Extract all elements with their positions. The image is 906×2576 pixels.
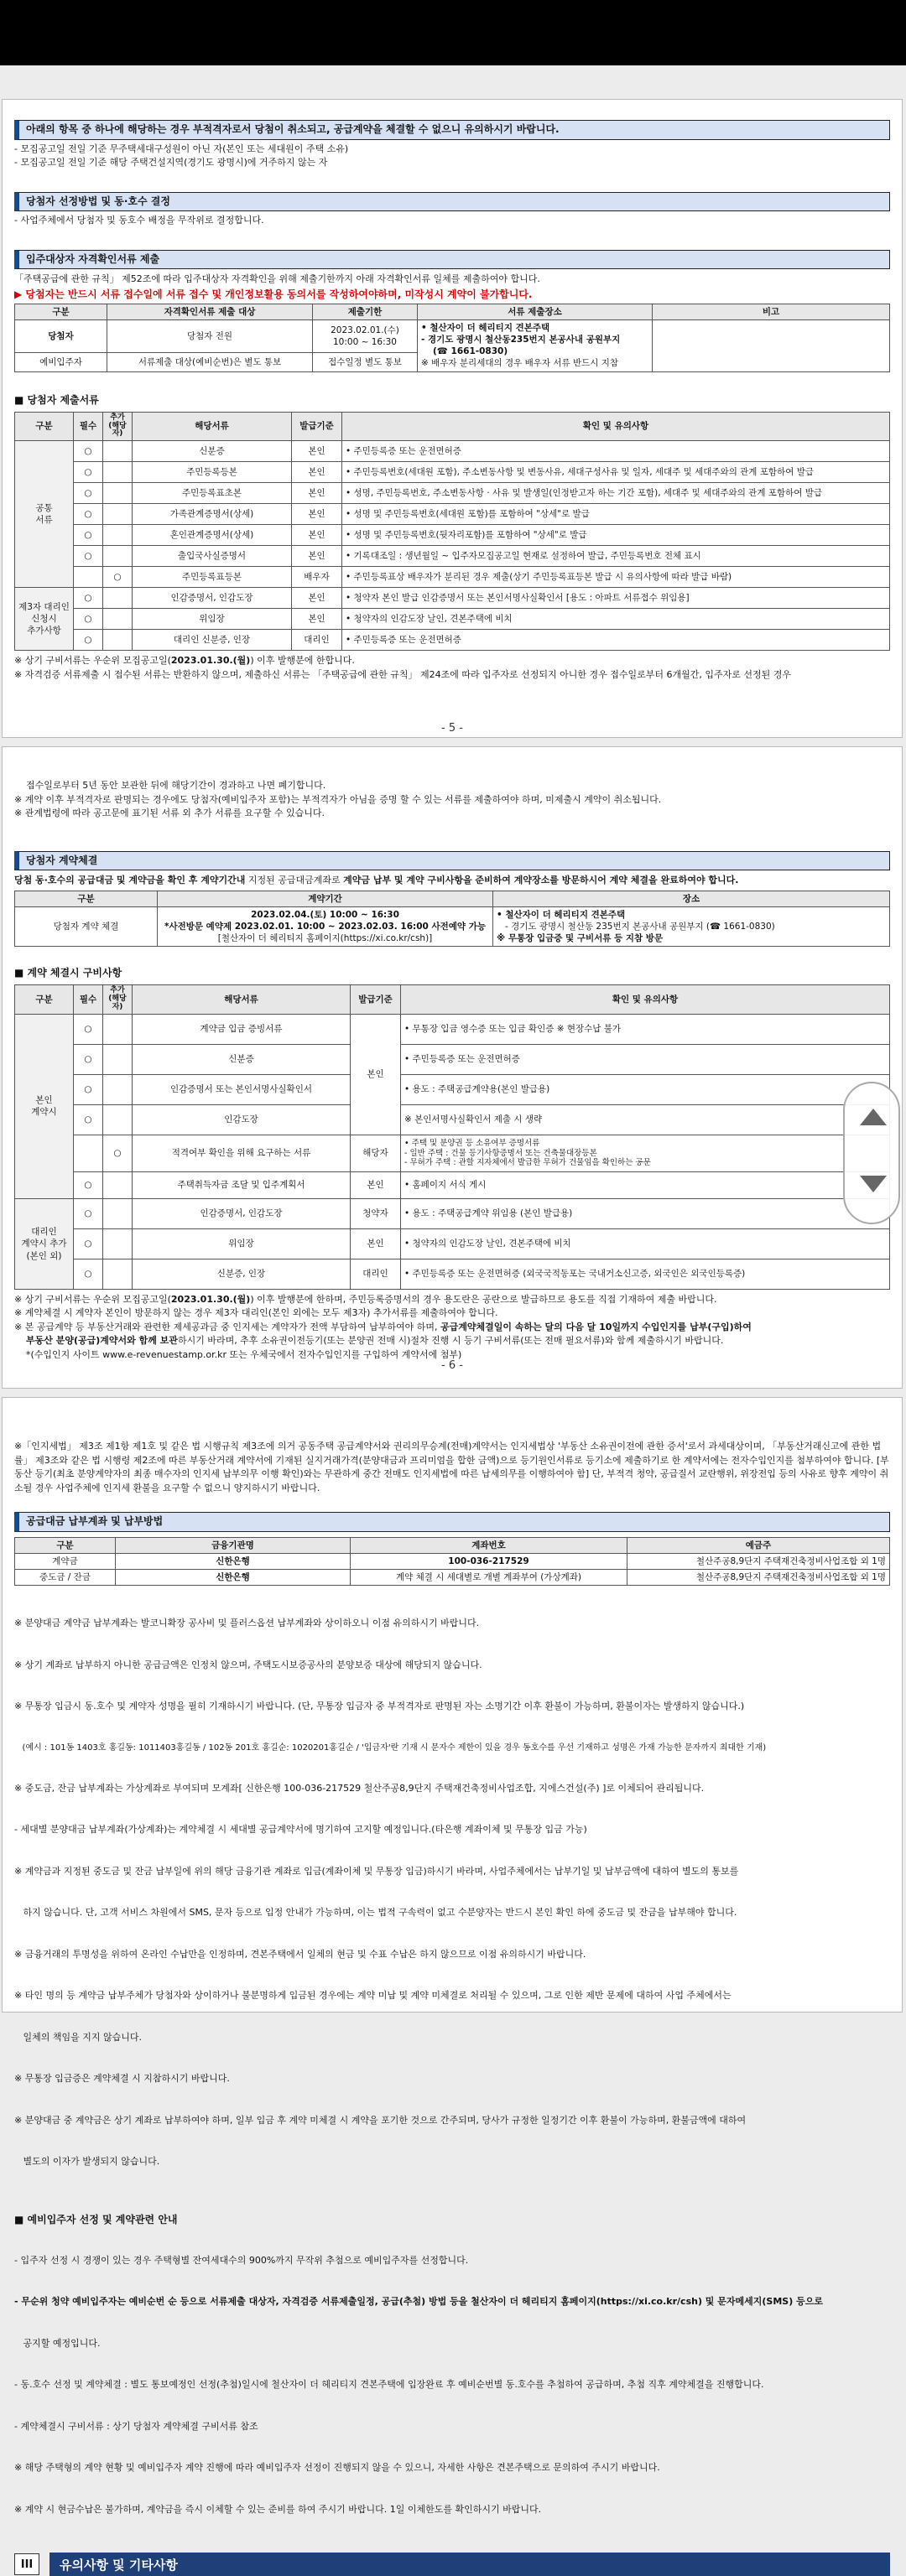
doc-note: • 기록대조일 : 생년월일 ~ 입주자모집공고일 현재로 설정하여 발급, 주민등록번호 전체 표시: [342, 546, 890, 567]
doc-name: 주민등록표초본: [133, 483, 292, 504]
cdoc-note: • 주택 및 분양권 등 소유여부 증명서류 - 일반 주택 : 건물 등기사항증명서 또는 건축물대장등본 - 무허가 주택 : 관할 지자체에서 발급한 무허가 건물임을 확인하는 공문: [401, 1135, 890, 1171]
doc-req: [74, 567, 103, 588]
group-self: 본인 계약시: [15, 1014, 74, 1198]
submission-table: [14, 304, 890, 372]
cdoc-add: [103, 1014, 133, 1044]
contract-guidance: 당첨 동·호수의 공급대금 및 계약금을 확인 후 계약기간내 지정된 공급대금계좌로 계약금 납부 및 계약 구비사항을 준비하여 계약장소를 방문하시어 계약 체결을 완료하여야 합니다.: [14, 875, 739, 886]
doc-add: [103, 483, 133, 504]
cdoc-name: 적격여부 확인을 위해 요구하는 서류: [133, 1135, 351, 1171]
cdoc-name: 위임장: [133, 1228, 351, 1259]
row-reserve-target: 서류제출 대상(예비순번)은 별도 통보: [107, 353, 313, 372]
doc-req: ○: [74, 588, 103, 609]
cdoc-req: ○: [74, 1228, 103, 1259]
doc-add: [103, 462, 133, 483]
cdoc-name: 신분증, 인장: [133, 1259, 351, 1289]
cdoc-note: • 용도 : 주택공급계약용(본인 발급용): [401, 1074, 890, 1104]
page-5: [2, 99, 903, 738]
doc-req: ○: [74, 462, 103, 483]
pay-cat: 중도금 / 잔금: [15, 1569, 116, 1585]
documents-warning: ▶ 당첨자는 반드시 서류 접수일에 서류 접수 및 개인정보활용 동의서를 작성하여야하며, 미작성시 계약이 불가합니다.: [14, 288, 533, 300]
section-payment: 공급대금 납부계좌 및 납부방법: [14, 1512, 890, 1532]
contract-period: 2023.02.04.(토) 10:00 ~ 16:30 *사전방문 예약제 2023.02.01. 10:00 ~ 2023.02.03. 16:00 사전예약 가능 [철산자이 더 헤리티지 홈페이지(https://xi.co.kr/csh)]: [158, 906, 493, 947]
doc-add: [103, 609, 133, 630]
th-target: 자격확인서류 제출 대상: [107, 304, 313, 319]
doc-req: ○: [74, 483, 103, 504]
cdoc-req: ○: [74, 1259, 103, 1289]
reserve-title: ■ 예비입주자 선정 및 계약관련 안내: [14, 2213, 178, 2225]
p7-top-note: ※「인지세법」 제3조 제1항 제1호 및 같은 법 시행규칙 제3조에 의거 공동주택 공급계약서와 권리의무승계(전매)계약서는 인지세법상 '부동산 소유권이전에 관한 증서'로서 과세대상이며, 「부동산거래신고에 관한 법률」 제3조와 같은 법 시행령 제2조에 따른 부동산거래 계약서에 기재된 실지거래가격(분양대금과 프리미엄을 합한 금액)으로 등기원인서류로 등기소에 제출하기로 한 계약서에는 전자수입인지를 첨부하여야 합니다. [부동산 등기(최초 분양계약자의 최종 매수자의 인지세 납부의무 이행 확인)와는 무관하게 중간 전매도 인지세법에 따른 납세의무를 이행하여야 함] 단, 부적격 청약, 공급질서 교란행위, 위장전입 등의 사유로 향후 계약이 취소될 경우 사업주체에 인지세 환불을 요구할 수 없으니 양지하시기 바랍니다.: [14, 1441, 889, 1493]
contract-place: • 철산자이 더 헤리티지 견본주택 - 경기도 광명시 철산동 235번지 본공사내 공원부지 (☎ 1661-0830) ※ 무통장 입금증 및 구비서류 등 지참 방문: [493, 906, 890, 947]
thc-place: 장소: [493, 891, 890, 906]
winner-docs-table: [14, 412, 890, 652]
reserve-notes: - 입주자 선정 시 경쟁이 있는 경우 주택형별 잔여세대수의 900%까지 무작위 추첨으로 예비입주자를 선정합니다. - 무순위 청약 예비입주자는 예비순번 순 등으로 서류제출 대상자, 자격검증 서류제출일정, 공급(추첨) 방법 등을 철산자이 더 헤리티지 홈페이지(https://xi.co.kr/csh) 및 문자메세지(SMS) 등으로 공지할 예정입니다. - 동.호수 선정 및 계약체결 : 별도 통보예정인 선정(추첨)일시에 철산자이 더 헤리티지 견본주택에 입장완료 후 예비순번별 동.호수를 추첨하여 공급하며, 추첨 직후 계약체결을 진행합니다. - 계약체결시 구비서류 : 상기 당첨자 계약체결 구비서류 참조 ※ 해당 주택형의 계약 현황 및 예비입주자 계약 진행에 따라 예비입주자 선정이 진행되지 않을 수 있으니, 자세한 사항은 견본주택으로 문의하여 주시기 바랍니다. ※ 계약 시 현금수납은 불가하며, 계약금을 즉시 이체할 수 있는 준비를 하여 주시기 바랍니다. 1일 이체한도를 확인하시기 바랍니다.: [14, 2254, 823, 2515]
th-deadline: 제출기한: [313, 304, 418, 319]
th3-std: 발급기준: [351, 985, 401, 1015]
cdoc-name: 계약금 입금 증빙서류: [133, 1014, 351, 1044]
cdoc-name: 신분증: [133, 1044, 351, 1074]
pay-cat: 계약금: [15, 1553, 116, 1569]
cdoc-add: [103, 1074, 133, 1104]
cdoc-add: [103, 1198, 133, 1228]
p6-top-3: ※ 관계법령에 따라 공고문에 표기된 서류 외 추가 서류를 요구할 수 있습니다.: [14, 808, 325, 818]
cdoc-std: 청약자: [351, 1198, 401, 1228]
p6-top-1: 접수일로부터 5년 동안 보관한 뒤에 해당기간이 경과하고 나면 폐기합니다.: [26, 780, 326, 791]
doc-name: 혼인관계증명서(상세): [133, 525, 292, 546]
doc-std: 본인: [292, 441, 342, 462]
th2-add: 추가 (해당자): [103, 412, 133, 441]
cdoc-note: • 용도 : 주택공급계약 위임용 (본인 발급용): [401, 1198, 890, 1228]
payment-notes: ※ 분양대금 계약금 납부계좌는 발코니확장 공사비 및 플러스옵션 납부계좌와 상이하오니 이점 유의하시기 바랍니다. ※ 상기 계좌로 납부하지 아니한 공급금액은 인정치 않으며, 주택도시보증공사의 분양보증 대상에 해당되지 않습니다. ※ 무통장 입금시 동.호수 및 계약자 성명을 필히 기재하시기 바랍니다. (단, 무통장 입금자 중 부적격자로 판명된 자는 소명기간 이후 환불이 가능하며, 환불이자는 발생하지 않습니다.) (예시 : 101동 1403호 홍길동: 1011403홍길동 / 102동 201호 홍길순: 1020201홍길순 / '입금자'란 기재 시 문자수 제한이 있을 경우 동호수를 우선 기재하고 성명은 가재 가능한 문자까지 최대한 기재) ※ 중도금, 잔금 납부계좌는 가상계좌로 부여되며 모계좌[ 신한은행 100-036-217529 철산주공8,9단지 주택재건축정비사업조합, 지에스건설(주) ]로 이체되어 관리됩니다. - 세대별 분양대금 납부계좌(가상계좌)는 계약체결 시 세대별 공급계약서에 명기하여 고지할 예정입니다.(타은행 계좌이체 및 무통장 입금 가능) ※ 계약금과 지정된 중도금 및 잔금 납부일에 위의 해당 금융기관 계좌로 입금(계좌이체 및 무통장 입금)하시기 바라며, 사업주체에서는 납부기일 및 납부금액에 대하여 별도의 통보를 하지 않습니다. 단, 고객 서비스 차원에서 SMS, 문자 등으로 입정 안내가 가능하며, 이는 법적 구속력이 없고 수분양자는 반드시 본인 확인 하에 중도금 및 잔금을 납부해야 합니다. ※ 금융거래의 투명성을 위하여 온라인 수납만을 인정하며, 견본주택에서 일체의 현금 및 수표 수납은 하지 않으므로 이점 유의하시기 바랍니다. ※ 타인 명의 등 계약금 납부주체가 당첨자와 상이하거나 불분명하게 입금된 경우에는 계약 미납 및 계약 미체결로 처리될 수 있으며, 그로 인한 제반 문제에 대하여 사업 주체에서는 일체의 책임을 지지 않습니다. ※ 무통장 입금증은 계약체결 시 지참하시기 바랍니다. ※ 분양대금 중 계약금은 상기 계좌로 납부하여야 하며, 일부 입금 후 계약 미체결 시 계약을 포기한 것으로 간주되며, 당사가 규정한 일정기간 이후 환불이 가능하며, 환불금액에 대하여 별도의 이자가 발생되지 않습니다.: [14, 1618, 767, 2168]
cdoc-add: [103, 1171, 133, 1198]
th-place: 서류 제출장소: [418, 304, 653, 319]
cdoc-name: 인감도장: [133, 1104, 351, 1135]
p6-top-2: ※ 계약 이후 부적격자로 판명되는 경우에도 당첨자(예비입주자 포함)는 부적격자가 아님을 증명 할 수 있는 서류를 제출하여야 하며, 미제출시 계약이 취소됩니다.: [14, 793, 662, 805]
section-footer-heading: [14, 2553, 890, 2576]
doc-note: • 청약자의 인감도장 날인, 견본주택에 비치: [342, 609, 890, 630]
scroll-nav-control: [843, 1082, 900, 1224]
section-contract: 당첨자 계약체결: [14, 851, 890, 871]
doc-req: ○: [74, 630, 103, 651]
section-roman-numeral: III: [14, 2553, 39, 2575]
doc-name: 위임장: [133, 609, 292, 630]
th3-req: 필수: [74, 985, 103, 1015]
p6-foot-2: ※ 계약체결 시 계약자 본인이 방문하지 않는 경우 제3자 대리인(본인 외에는 모두 제3자) 추가서류를 제출하여야 합니다.: [14, 1307, 498, 1319]
doc-req: ○: [74, 441, 103, 462]
cdoc-add: [103, 1044, 133, 1074]
row-winner-target: 당첨자 전원: [107, 319, 313, 352]
doc-add: [103, 630, 133, 651]
p5-foot-1: ※ 상기 구비서류는 우순위 모집공고일(2023.01.30.(월)) 이후 발행분에 한합니다.: [14, 655, 355, 667]
doc-name: 주민등록등본: [133, 462, 292, 483]
doc-std: 본인: [292, 546, 342, 567]
pay-holder: 철산주공8,9단지 주택재건축정비사업조합 외 1명: [627, 1553, 890, 1569]
doc-note: • 성명 및 주민등록번호(뒷자리포함)를 포함하여 "상세"로 발급: [342, 525, 890, 546]
winner-docs-title: ■ 당첨자 제출서류: [14, 393, 99, 406]
doc-add: [103, 546, 133, 567]
section-footer-title: 유의사항 및 기타사항: [49, 2553, 890, 2576]
contract-docs-title: ■ 계약 체결시 구비사항: [14, 967, 122, 979]
doc-name: 대리인 신분증, 인장: [133, 630, 292, 651]
pay-bank: 신한은행: [116, 1569, 351, 1585]
cdoc-req: ○: [74, 1198, 103, 1228]
p6-foot-4: *(수입인지 사이트 www.e-revenuestamp.or.kr 또는 우체국에서 전자수입인지를 구입하여 계약서에 첨부): [26, 1348, 462, 1360]
doc-std: 배우자: [292, 567, 342, 588]
doc-req: ○: [74, 525, 103, 546]
pay-bank: 신한은행: [116, 1553, 351, 1569]
section-disqualification: 아래의 항목 중 하나에 해당하는 경우 부적격자로서 당첨이 취소되고, 공급계약을 체결할 수 없으니 유의하시기 바랍니다.: [14, 120, 890, 140]
disq-item-1: - 모집공고일 전일 기준 무주택세대구성원이 아닌 자(본인 또는 세대원이 주택 소유): [14, 143, 349, 154]
doc-std: 본인: [292, 462, 342, 483]
section-documents: 입주대상자 자격확인서류 제출: [14, 250, 890, 270]
contract-table: [14, 891, 890, 948]
cdoc-std: 본인: [351, 1171, 401, 1198]
row-winner-deadline: 2023.02.01.(수) 10:00 ~ 16:30: [313, 319, 418, 352]
doc-note: • 성명, 주민등록번호, 주소변동사항 · 사유 및 발생일(인정받고자 하는 기간 포함), 세대주 및 세대주와의 관계 포함하여 발급: [342, 483, 890, 504]
contract-docs-table: [14, 984, 890, 1290]
cdoc-std: 본인: [351, 1014, 401, 1135]
doc-std: 본인: [292, 588, 342, 609]
scroll-up-icon[interactable]: [860, 1109, 887, 1125]
doc-add: [103, 441, 133, 462]
doc-std: 본인: [292, 609, 342, 630]
thp-holder: 예금주: [627, 1537, 890, 1553]
th2-doc: 해당서류: [133, 412, 292, 441]
cdoc-req: ○: [74, 1044, 103, 1074]
doc-note: • 주민등록증 또는 운전면허증: [342, 441, 890, 462]
doc-std: 본인: [292, 525, 342, 546]
doc-add: ○: [103, 567, 133, 588]
pay-account: 계약 체결 시 세대별로 개별 계좌부여 (가상계좌): [351, 1569, 627, 1585]
page-number-6: - 6 -: [441, 1359, 463, 1372]
cdoc-note: • 청약자의 인감도장 날인, 견본주택에 비치: [401, 1228, 890, 1259]
pay-holder: 철산주공8,9단지 주택재건축정비사업조합 외 1명: [627, 1569, 890, 1585]
doc-add: [103, 588, 133, 609]
cdoc-name: 주택취득자금 조달 및 입주계획서: [133, 1171, 351, 1198]
p6-foot-1: ※ 상기 구비서류는 우순위 모집공고일(2023.01.30.(월)) 이후 발행분에 한하며, 주민등록증명서의 경우 용도란은 공란으로 발급하므로 용도를 직접 기재하여 제출 바랍니다.: [14, 1293, 717, 1305]
doc-req: ○: [74, 609, 103, 630]
thp-bank: 금융기관명: [116, 1537, 351, 1553]
thc-period: 계약기간: [158, 891, 493, 906]
th-cat: 구분: [15, 304, 107, 319]
doc-add: [103, 525, 133, 546]
th3-cat: 구분: [15, 985, 74, 1015]
cdoc-add: [103, 1228, 133, 1259]
group-proxy-contract: 대리인 계약시 추가 (본인 외): [15, 1198, 74, 1289]
doc-req: ○: [74, 546, 103, 567]
doc-name: 가족관계증명서(상세): [133, 504, 292, 525]
doc-name: 출입국사실증명서: [133, 546, 292, 567]
cdoc-std: 대리인: [351, 1259, 401, 1289]
cdoc-req: ○: [74, 1104, 103, 1135]
group-common: 공통 서류: [15, 441, 74, 588]
pay-account: 100-036-217529: [351, 1553, 627, 1569]
doc-name: 인감증명서, 인감도장: [133, 588, 292, 609]
doc-note: • 주민등록증 또는 운전면허증: [342, 630, 890, 651]
p5-foot-2: ※ 자격검증 서류제출 시 접수된 서류는 반환하지 않으며, 제출하신 서류는 「주택공급에 관한 규칙」 제24조에 따라 입주자로 선정되지 아니한 경우 접수일로부터 6개월간, 입주자로 선정된 경우: [14, 668, 791, 680]
doc-req: ○: [74, 504, 103, 525]
cdoc-req: ○: [74, 1074, 103, 1104]
cdoc-req: [74, 1135, 103, 1171]
cdoc-note: • 무통장 입금 영수증 또는 입금 확인증 ※ 현장수납 불가: [401, 1014, 890, 1044]
cdoc-std: 해당자: [351, 1135, 401, 1171]
cdoc-note: • 주민등록증 또는 운전면허증 (외국국적동포는 국내거소신고증, 외국인은 외국인등록증): [401, 1259, 890, 1289]
p6-foot-3: ※ 본 공급계약 등 부동산거래와 관련한 제세공과금 중 인지세는 계약자가 전액 부담하여 납부하여야 하며, 공급계약체결일이 속하는 달의 다음 달 10일까지 수입인지를 납부(구입)하여 부동산 분양(공급)계약서와 함께 보관하시기 바라며, 추후 소유권이전등기(또는 분양권 전매 시)절차 진행 시 등기 구비서류(또는 전매 필요서류)와 함께 제출하시기 바랍니다.: [14, 1321, 752, 1347]
th2-note: 확인 및 유의사항: [342, 412, 890, 441]
doc-note: • 주민등록번호(세대원 포함), 주소변동사항 및 변동사유, 세대구성사유 및 일자, 세대주 및 세대주와의 관계 포함하여 발급: [342, 462, 890, 483]
th3-doc: 해당서류: [133, 985, 351, 1015]
th2-cat: 구분: [15, 412, 74, 441]
cdoc-req: ○: [74, 1014, 103, 1044]
page-number-5: - 5 -: [441, 722, 463, 735]
thp-account: 계좌번호: [351, 1537, 627, 1553]
doc-note: • 청약자 본인 발급 인감증명서 또는 본인서명사실확인서 [용도 : 아파트 서류접수 위임용]: [342, 588, 890, 609]
scroll-down-icon[interactable]: [860, 1176, 887, 1192]
disq-item-2: - 모집공고일 전일 기준 해당 주택건설지역(경기도 광명시)에 거주하지 않는 자: [14, 157, 328, 169]
doc-std: 대리인: [292, 630, 342, 651]
thc-cat: 구분: [15, 891, 158, 906]
cdoc-add: ○: [103, 1135, 133, 1171]
cdoc-req: ○: [74, 1171, 103, 1198]
doc-add: [103, 504, 133, 525]
th2-req: 필수: [74, 412, 103, 441]
cdoc-note: • 홈페이지 서식 게시: [401, 1171, 890, 1198]
row-winner-label: 당첨자: [15, 319, 107, 352]
row-reserve-label: 예비입주자: [15, 353, 107, 372]
doc-name: 신분증: [133, 441, 292, 462]
selection-item: - 사업주체에서 당첨자 및 동호수 배정을 무작위로 결정합니다.: [14, 215, 264, 226]
th2-std: 발급기준: [292, 412, 342, 441]
cdoc-add: [103, 1259, 133, 1289]
page-7: [2, 1397, 903, 2573]
doc-note: • 주민등록표상 배우자가 분리된 경우 제출(상기 주민등록표등본 발급 시 유의사항에 따라 발급 바람): [342, 567, 890, 588]
documents-note: 「주택공급에 관한 규칙」 제52조에 따라 입주대상자 자격확인을 위해 제출기한까지 아래 자격확인서류 일체를 제출하여야 합니다.: [14, 273, 540, 285]
cdoc-name: 인감증명서 또는 본인서명사실확인서: [133, 1074, 351, 1104]
payment-table: [14, 1537, 890, 1587]
doc-std: 본인: [292, 504, 342, 525]
cdoc-name: 인감증명서, 인감도장: [133, 1198, 351, 1228]
contract-label: 당첨자 계약 체결: [15, 906, 158, 947]
section-selection: 당첨자 선정방법 및 동·호수 결정: [14, 192, 890, 212]
doc-name: 주민등록표등본: [133, 567, 292, 588]
th-remark: 비고: [653, 304, 890, 319]
cdoc-note: • 주민등록증 또는 운전면허증: [401, 1044, 890, 1074]
th3-add: 추가 (해당자): [103, 985, 133, 1015]
page-6: [2, 746, 903, 1389]
thp-cat: 구분: [15, 1537, 116, 1553]
cdoc-note: ※ 본인서명사실확인서 제출 시 생략: [401, 1104, 890, 1135]
doc-note: • 성명 및 주민등록번호(세대원 포함)를 포함하여 "상세"로 발급: [342, 504, 890, 525]
top-black-bar: [0, 0, 906, 65]
th3-note: 확인 및 유의사항: [401, 985, 890, 1015]
doc-std: 본인: [292, 483, 342, 504]
cdoc-std: 본인: [351, 1228, 401, 1259]
submission-remark: [653, 319, 890, 371]
row-reserve-deadline: 접수일정 별도 통보: [313, 353, 418, 372]
submission-place: • 철산자이 더 헤리티지 견본주택 - 경기도 광명시 철산동235번지 본공사내 공원부지 (☎ 1661-0830) ※ 배우자 분리세대의 경우 배우자 서류 반드시 지참: [418, 319, 653, 371]
group-proxy: 제3자 대리인 신청시 추가사항: [15, 588, 74, 651]
cdoc-add: [103, 1104, 133, 1135]
